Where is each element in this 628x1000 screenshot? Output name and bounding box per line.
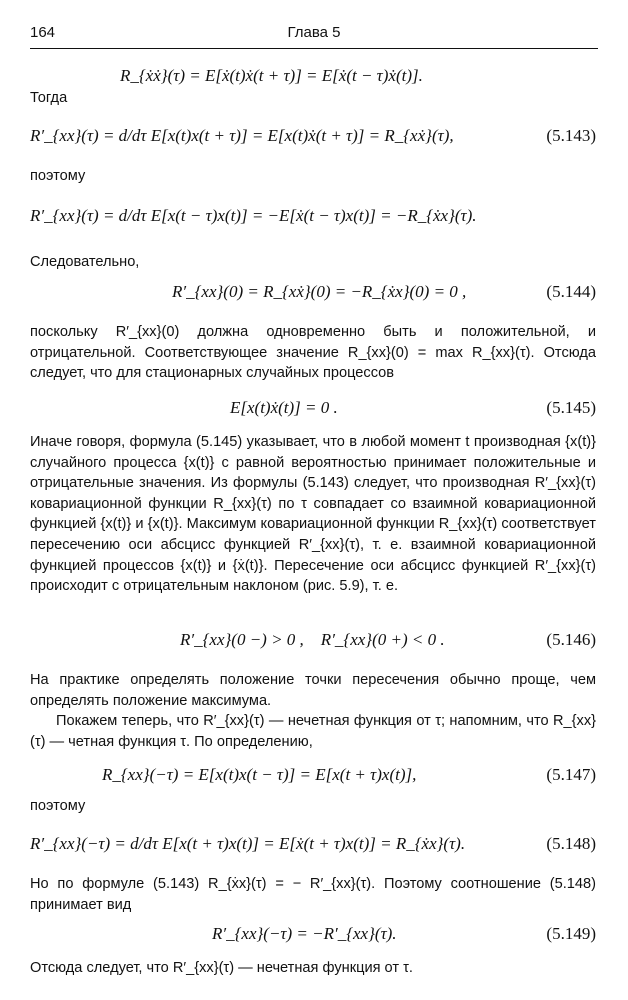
equation-5-143 xyxy=(30,112,596,160)
equation-formula: R′_{xx}(−τ) = d/dτ E[x(t + τ)x(t)] = E[ẋ(t + τ)x(t)] = R_{ẋx}(τ). xyxy=(30,834,466,853)
paragraph-poetomu-2: поэтому xyxy=(30,798,86,814)
equation-number: (5.148) xyxy=(546,834,596,853)
equation-number: (5.145) xyxy=(546,398,596,417)
equation-formula: R_{ẋẋ}(τ) = E[ẋ(t)ẋ(t + τ)] = E[ẋ(t − τ)ẋ(t)]. xyxy=(120,66,423,85)
chapter-title: Глава 5 xyxy=(287,24,341,41)
equation-5-145 xyxy=(30,388,596,428)
equation-5-147 xyxy=(30,755,596,795)
equation-formula: R′_{xx}(0) = R_{xẋ}(0) = −R_{ẋx}(0) = 0 , xyxy=(172,282,467,301)
equation-5-149 xyxy=(30,914,596,954)
paragraph-inache: Иначе говоря, формула (5.145) указывает, что в любой момент t производная {x(t)} случайного процесса {x(t)} с равной вероятностью принимает положительные и отрицательные значения. Из формулы (5.143) следует, что производная R′_{xx}(τ) ковариационной функции R_{xx}(τ) по τ совпадает со взаимной ковариационной функцией {x(t)} и {x(t)}. Максимум ковариационной функции R_{xx}(τ) соответствует пересечению оси абсцисс функцией R′_{xx}(τ), т. е. взаимной ковариационной функцией процессов {x(t)} и {ẋ(t)}. Пересечение оси абсцисс функцией R′_{xx}(τ) происходит с отрицательным наклоном (рис. 5.9), т. е. xyxy=(30,434,596,595)
equation-number: (5.143) xyxy=(546,126,596,145)
equation-number: (5.144) xyxy=(546,282,596,301)
paragraph-no: Но по формуле (5.143) R_{ẋx}(τ) = − R′_{xx}(τ). Поэтому соотношение (5.148) принимает вид xyxy=(30,876,596,913)
equation-5-144 xyxy=(30,272,596,312)
equation-number: (5.146) xyxy=(546,630,596,649)
equation-5-146 xyxy=(30,620,596,660)
page-header xyxy=(30,22,598,49)
equation-number: (5.149) xyxy=(546,924,596,943)
equation-formula: R′_{xx}(−τ) = −R′_{xx}(τ). xyxy=(212,924,397,943)
equation-formula: R′_{xx}(τ) = d/dτ E[x(t − τ)x(t)] = −E[ẋ(t − τ)x(t)] = −R_{ẋx}(τ). xyxy=(30,206,477,225)
equation-formula: R_{xx}(−τ) = E[x(t)x(t − τ)] = E[x(t + τ)x(t)], xyxy=(102,765,417,784)
page-number: 164 xyxy=(30,24,56,41)
equation-5-148 xyxy=(30,820,596,868)
equation-formula: E[x(t)ẋ(t)] = 0 . xyxy=(230,398,338,417)
paragraph-togda: Тогда xyxy=(30,90,68,106)
paragraph-napraktike: На практике определять положение точки пересечения обычно проще, чем определять положение максимума. xyxy=(30,672,596,709)
paragraph-sledovatelno: Следовательно, xyxy=(30,254,140,270)
equation-formula: R′_{xx}(τ) = d/dτ E[x(t)x(t + τ)] = E[x(t)ẋ(t + τ)] = R_{xẋ}(τ), xyxy=(30,126,454,145)
equation-number: (5.147) xyxy=(546,765,596,784)
equation-formula: R′_{xx}(0 −) > 0 , R′_{xx}(0 +) < 0 . xyxy=(180,630,445,649)
paragraph-otsyuda: Отсюда следует, что R′_{xx}(τ) — нечетная функция от τ. xyxy=(30,960,413,976)
paragraph-poetomu-1: поэтому xyxy=(30,168,86,184)
paragraph-poskolku: поскольку R′_{xx}(0) должна одновременно быть и положительной, и отрицательной. Соответствующее значение R_{xx}(0) = max R_{xx}(τ). Отсюда следует, что для стационарных случайных процессов xyxy=(30,324,596,382)
paragraph-pokazhem: Покажем теперь, что R′_{xx}(τ) — нечетная функция от τ; напомним, что R_{xx}(τ) — четная функция τ. По определению, xyxy=(30,713,596,750)
equation-mid xyxy=(30,192,596,240)
